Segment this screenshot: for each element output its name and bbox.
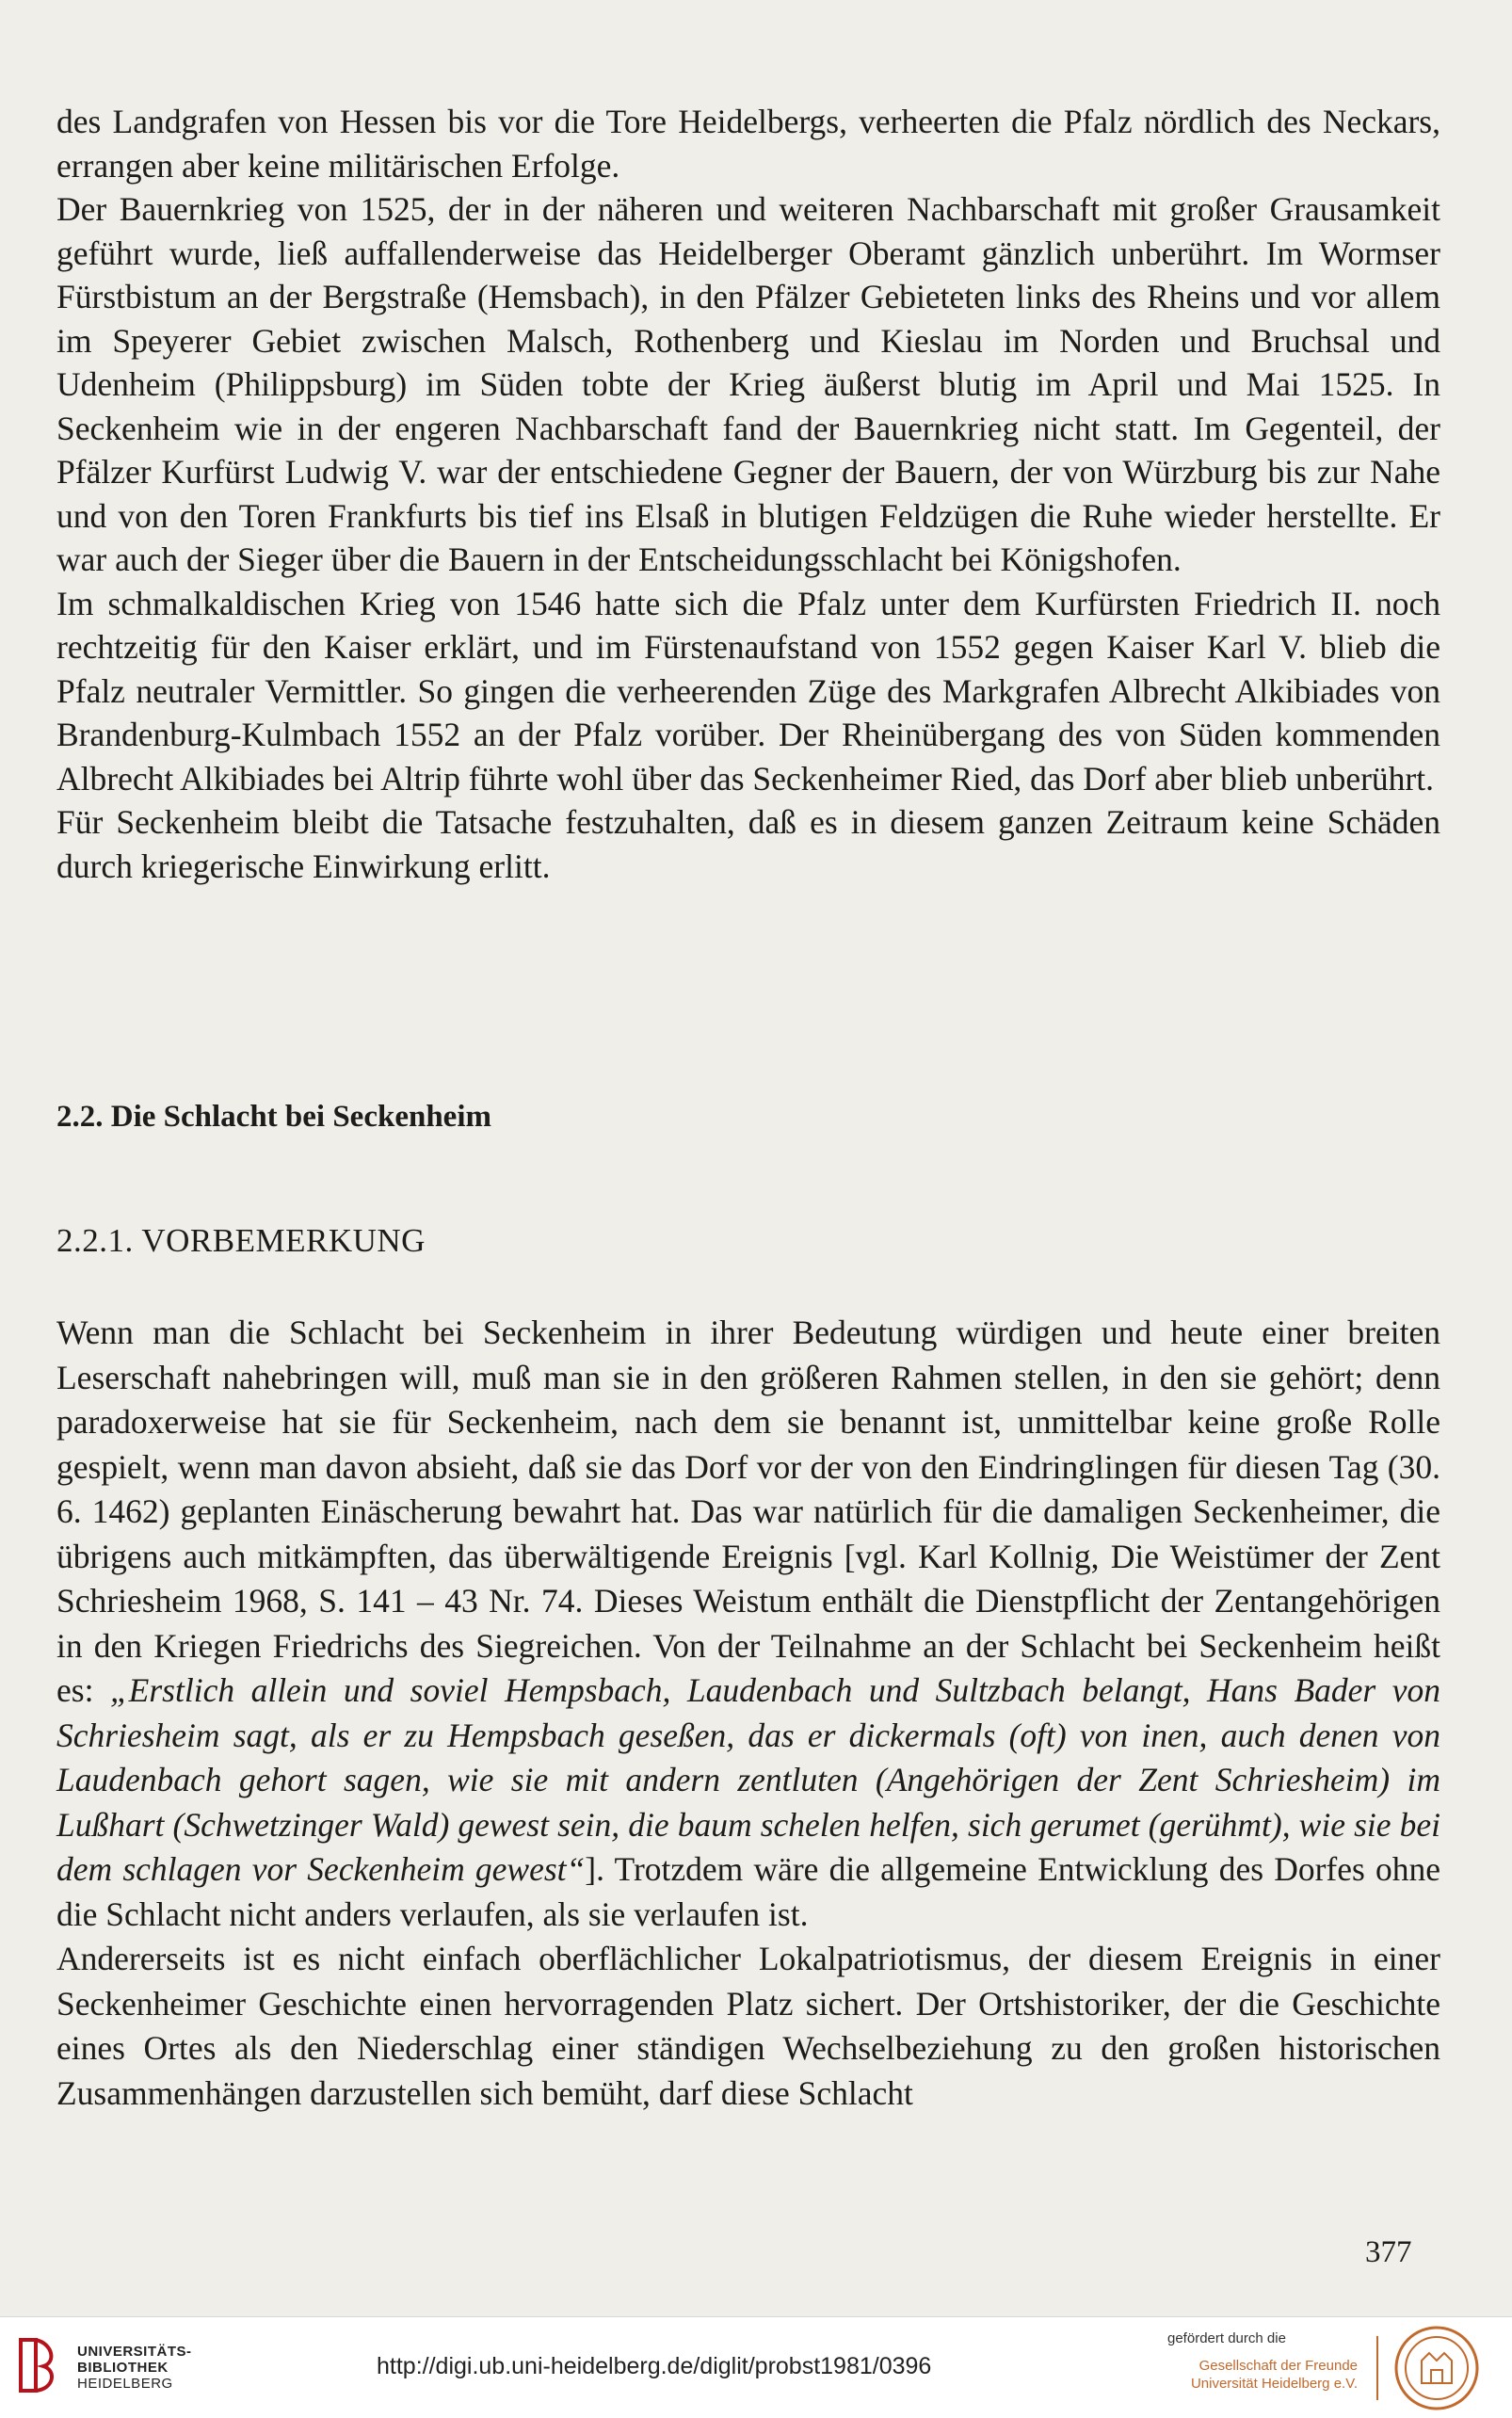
paragraph bbox=[56, 1311, 1440, 1937]
sponsor-label: gefördert durch die bbox=[1167, 2330, 1286, 2346]
library-name[interactable] bbox=[77, 2344, 192, 2392]
university-seal-icon bbox=[1393, 2325, 1480, 2411]
digitization-footer bbox=[0, 2316, 1512, 2418]
quotation: „Erstlich allein und soviel Hempsbach, Laudenbach und Sultzbach belangt, Hans Bader von Schriesheim sagt, als er zu Hempsbach geseßen, das er dickermals (oft) von inen, auch denen von Laudenbach gehort sagen, wie sie mit andern zentluten (Angehörigen der Zent Schriesheim) im Lußhart (Schwetzinger Wald) gewest sein, die baum schelen helfen, sich gerumet (gerühmt), wie sie bei dem schlagen vor Seckenheim gewest“ bbox=[56, 1671, 1440, 1888]
page-number: 377 bbox=[1365, 2235, 1412, 2269]
paragraph: Für Seckenheim bleibt die Tatsache festzuhalten, daß es in diesem ganzen Zeitraum keine Schäden durch kriegerische Einwirkung erlitt. bbox=[56, 803, 1440, 885]
paragraph: Der Bauernkrieg von 1525, der in der näheren und weiteren Nachbarschaft mit großer Grausamkeit geführt wurde, ließ auffallenderweise das Heidelberger Oberamt gänzlich unberührt. Im Wormser Fürstbistum an der Bergstraße (Hemsbach), in den Pfälzer Gebieteten links des Rheins und vor allem im Speyerer Gebiet zwischen Malsch, Rothenberg und Kieslau im Norden und Bruchsal und Udenheim (Philippsburg) im Süden tobte der Krieg äußerst blutig im April und Mai 1525. In Seckenheim wie in der engeren Nachbarschaft fand der Bauernkrieg nicht statt. Im Gegenteil, der Pfälzer Kurfürst Ludwig V. war der entschiedene Gegner der Bauern, der von Würzburg bis zur Nahe und von den Toren Frankfurts bis tief ins Elsaß in blutigen Feldzügen die Ruhe wieder herstellte. Er war auch der Sieger über die Bauern in der Entscheidungsschlacht bei Königshofen. bbox=[56, 190, 1440, 578]
library-name-line: UNIVERSITÄTS- bbox=[77, 2344, 192, 2360]
paragraph: Andererseits ist es nicht einfach oberflächlicher Lokalpatriotismus, der diesem Ereignis in einer Seckenheimer Geschichte einen hervorragenden Platz sichert. Der Ortshistoriker, der die Geschichte eines Ortes als den Niederschlag einer ständigen Wechselbeziehung zu den großen historischen Zusammenhängen darzustellen sich bemüht, darf diese Schlacht bbox=[56, 1940, 1440, 2112]
library-logo-icon[interactable] bbox=[15, 2334, 60, 2396]
paragraph-text: Wenn man die Schlacht bei Seckenheim in ihrer Bedeutung würdigen und heute einer breiten Leserschaft nahebringen will, muß man sie in den größeren Rahmen stellen, in den sie gehört; denn paradoxerweise hat sie für Seckenheim, nach dem sie benannt ist, unmittelbar keine große Rolle gespielt, wenn man davon absieht, daß sie das Dorf vor der von den Eindringlingen für diesen Tag (30. 6. 1462) geplanten Einäscherung bewahrt hat. Das war natürlich für die damaligen Seckenheimer, die übrigens auch mitkämpften, das überwältigende Ereignis [vgl. Karl Kollnig, Die Weistümer der Zent Schriesheim 1968, S. 141 – 43 Nr. 74. Dieses Weistum enthält die Dienstpflicht der Zentangehörigen in den Kriegen Friedrichs des Siegreichen. Von der Teilnahme an der Schlacht bei Seckenheim heißt es: bbox=[56, 1314, 1440, 1709]
sponsor-name-line: Gesellschaft der Freunde bbox=[1198, 2358, 1358, 2374]
paragraph-text: ]. Trotzdem wäre die allgemeine Entwicklung des Dorfes ohne die Schlacht nicht anders verlaufen, als sie verlaufen ist. bbox=[56, 1850, 1440, 1933]
paragraph: Im schmalkaldischen Krieg von 1546 hatte sich die Pfalz unter dem Kurfürsten Friedrich II. noch rechtzeitig für den Kaiser erklärt, und im Fürstenaufstand von 1552 gegen Kaiser Karl V. blieb die Pfalz neutraler Vermittler. So gingen die verheerenden Züge des Markgrafen Albrecht Alkibiades von Brandenburg-Kulmbach 1552 an der Pfalz vorüber. Der Rheinübergang des von Süden kommenden Albrecht Alkibiades bei Altrip führte wohl über das Seckenheimer Ried, das Dorf aber blieb unberührt. bbox=[56, 584, 1440, 798]
section-heading: 2.2. Die Schlacht bei Seckenheim bbox=[56, 1100, 491, 1134]
permalink-url[interactable]: http://digi.ub.uni-heidelberg.de/diglit/probst1981/0396 bbox=[377, 2353, 932, 2379]
sponsor-name-line: Universität Heidelberg e.V. bbox=[1190, 2376, 1358, 2392]
body-text-top bbox=[56, 100, 1440, 888]
body-text-vorbemerkung bbox=[56, 1311, 1440, 2116]
library-name-line: BIBLIOTHEK bbox=[77, 2360, 169, 2376]
paragraph: des Landgrafen von Hessen bis vor die Tore Heidelbergs, verheerten die Pfalz nördlich des Neckars, errangen aber keine militärischen Erfolge. bbox=[56, 103, 1440, 185]
footer-divider bbox=[1376, 2336, 1378, 2400]
sponsor-name[interactable] bbox=[1169, 2357, 1358, 2393]
library-name-line: HEIDELBERG bbox=[77, 2376, 173, 2392]
subsection-heading: 2.2.1. VORBEMERKUNG bbox=[56, 1222, 426, 1259]
